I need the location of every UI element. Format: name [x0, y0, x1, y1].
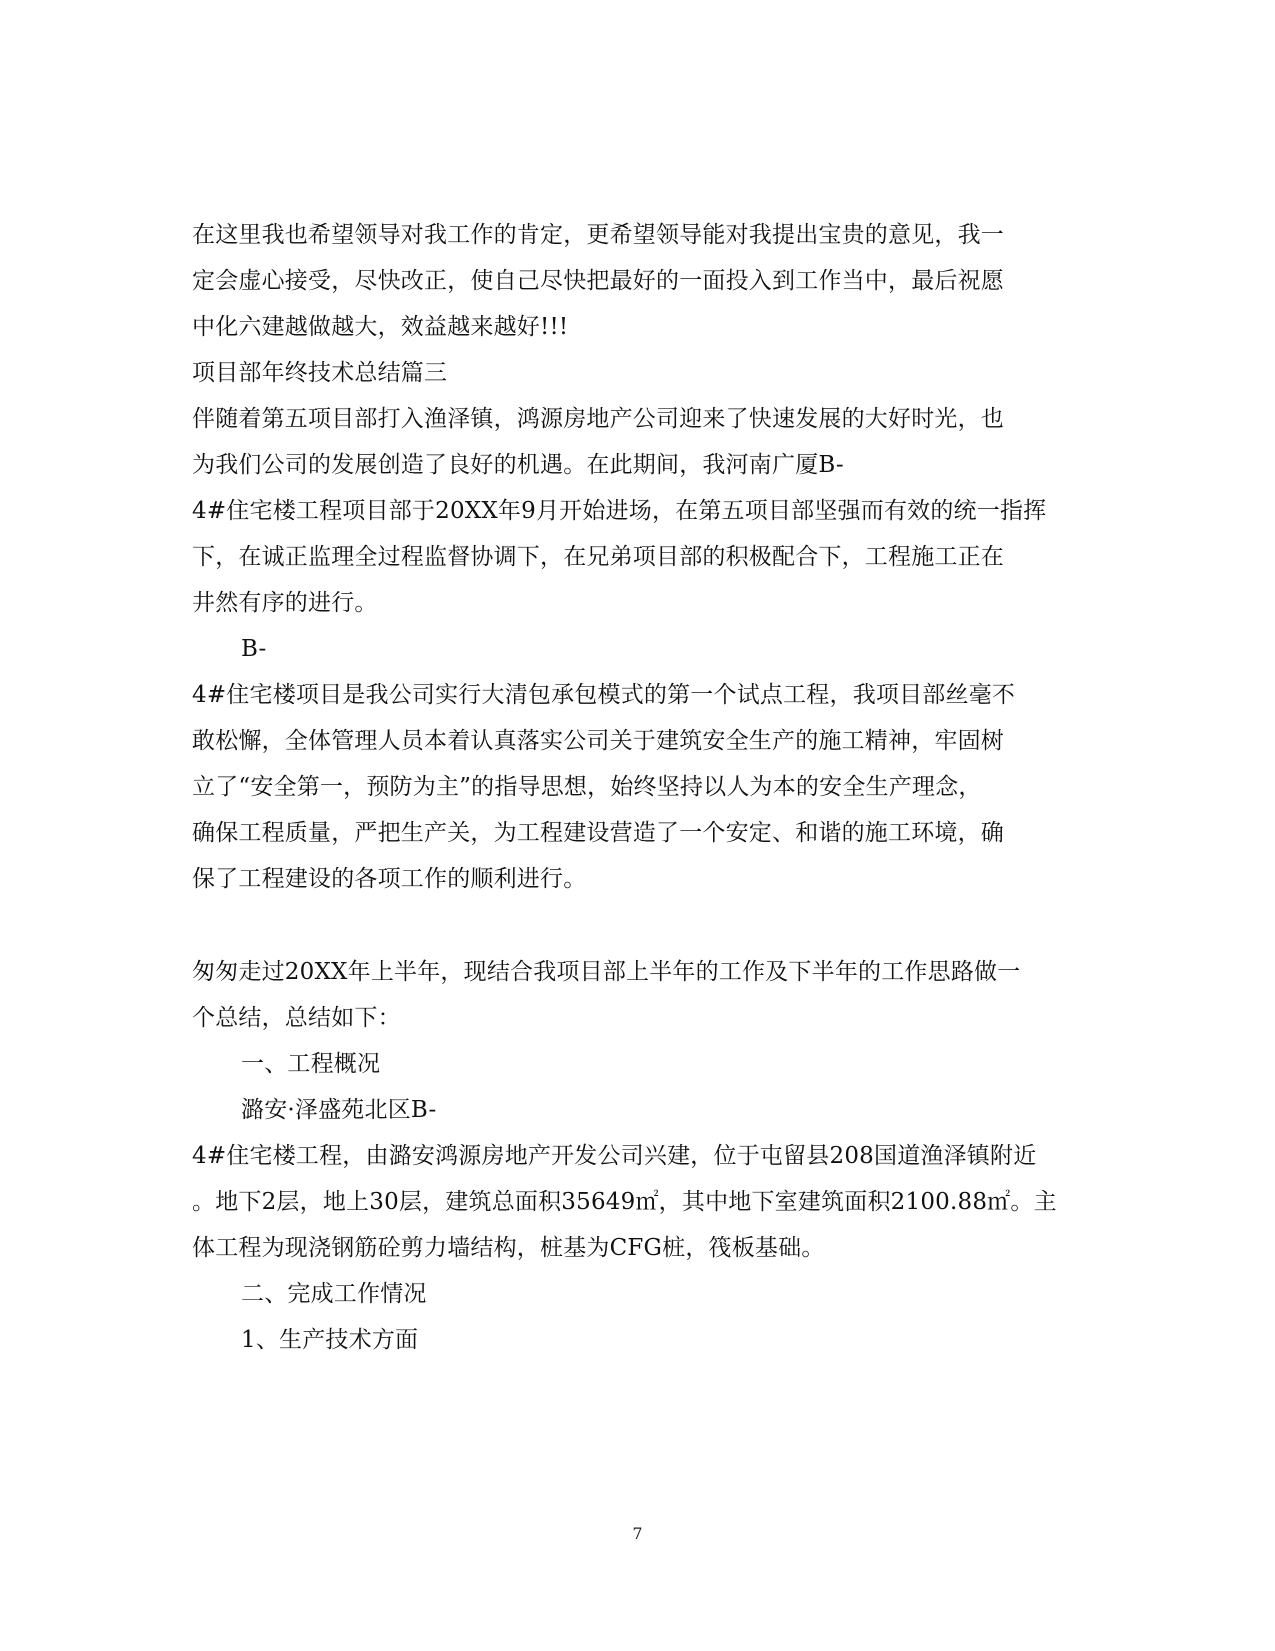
text-line: 潞安·泽盛苑北区B-: [241, 1097, 437, 1123]
text-line: 为我们公司的发展创造了良好的机遇。在此期间，我河南广厦B-: [192, 452, 844, 478]
text-line: 立了“安全第一，预防为主”的指导思想，始终坚持以人为本的安全生产理念，: [192, 774, 982, 800]
text-line: 保了工程建设的各项工作的顺利进行。: [192, 866, 587, 892]
section-heading: 一、工程概况: [241, 1051, 381, 1077]
text-line: 敢松懈，全体管理人员本着认真落实公司关于建筑安全生产的施工精神，牢固树: [192, 728, 1004, 754]
text-line: 4#住宅楼工程项目部于20XX年9月开始进场，在第五项目部坚强而有效的统一指挥: [192, 498, 1047, 524]
text-line: 4#住宅楼工程，由潞安鸿源房地产开发公司兴建，位于屯留县208国道渔泽镇附近: [192, 1143, 1037, 1169]
section-heading: 项目部年终技术总结篇三: [192, 360, 448, 386]
text-line: 个总结，总结如下：: [192, 1005, 401, 1031]
text-line: 体工程为现浇钢筋砼剪力墙结构，桩基为CFG桩，筏板基础。: [192, 1235, 825, 1261]
page-number: 7: [632, 1524, 643, 1543]
text-line: B-: [241, 636, 267, 662]
text-line: 4#住宅楼项目是我公司实行大清包承包模式的第一个试点工程，我项目部丝毫不: [192, 682, 1016, 708]
text-line: 中化六建越做越大，效益越来越好!!!: [192, 314, 569, 340]
subsection-heading: 1、生产技术方面: [241, 1327, 419, 1353]
text-line: 确保工程质量，严把生产关，为工程建设营造了一个安定、和谐的施工环境，确: [192, 820, 1004, 846]
text-line: 定会虚心接受，尽快改正，使自己尽快把最好的一面投入到工作当中，最后祝愿: [192, 268, 1004, 294]
text-line: 。地下2层，地上30层，建筑总面积35649㎡，其中地下室建筑面积2100.88㎡。主: [192, 1189, 1057, 1215]
text-line: 井然有序的进行。: [192, 590, 378, 616]
text-line: 匆匆走过20XX年上半年，现结合我项目部上半年的工作及下半年的工作思路做一: [192, 959, 1021, 985]
text-line: 在这里我也希望领导对我工作的肯定，更希望领导能对我提出宝贵的意见，我一: [192, 222, 1004, 248]
section-heading: 二、完成工作情况: [241, 1281, 427, 1307]
text-line: 伴随着第五项目部打入渔泽镇，鸿源房地产公司迎来了快速发展的大好时光，也: [192, 406, 1004, 432]
text-line: 下，在诚正监理全过程监督协调下，在兄弟项目部的积极配合下，工程施工正在: [192, 544, 1004, 570]
